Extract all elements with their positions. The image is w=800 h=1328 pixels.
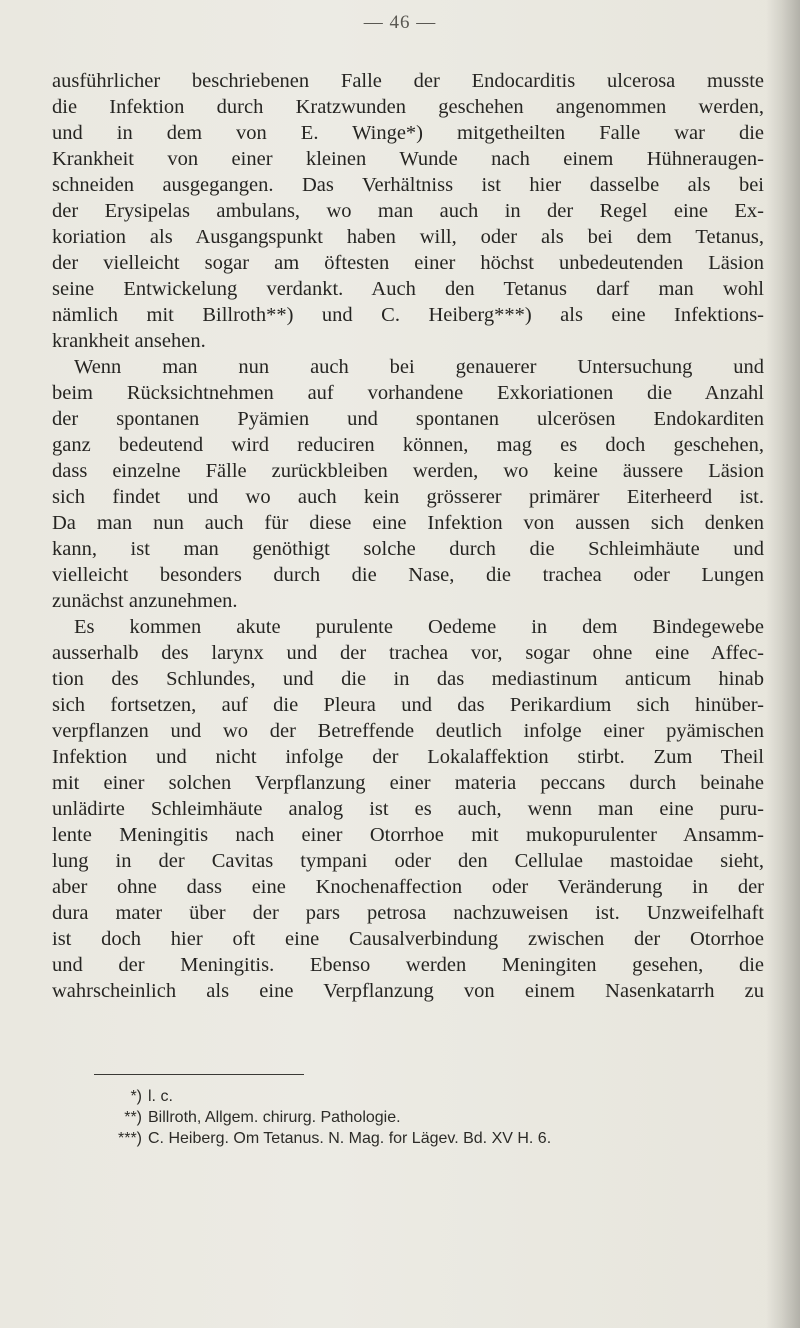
footnote-text: l. c. <box>148 1088 173 1105</box>
text-line: lente Meningitis nach einer Otorrhoe mit mukopurulenter Ansamm- <box>52 824 764 846</box>
footnote <box>108 1107 748 1128</box>
text-line: der Erysipelas ambulans, wo man auch in der Regel eine Ex- <box>52 200 764 222</box>
text-line: dura mater über der pars petrosa nachzuweisen ist. Unzweifelhaft <box>52 902 764 924</box>
text-line: ist doch hier oft eine Causalverbindung zwischen der Otorrhoe <box>52 928 764 950</box>
text-line: seine Entwickelung verdankt. Auch den Tetanus darf man wohl <box>52 278 764 300</box>
text-line: verpflanzen und wo der Betreffende deutlich infolge einer pyämischen <box>52 720 764 742</box>
text-line: und in dem von E. Winge*) mitgetheilten Falle war die <box>52 122 764 144</box>
text-line: dass einzelne Fälle zurückbleiben werden, wo keine äussere Läsion <box>52 460 764 482</box>
page-number: — 46 — <box>363 12 437 33</box>
text-line: sich findet und wo auch kein grösserer primärer Eiterheerd ist. <box>52 486 764 508</box>
text-line: Da man nun auch für diese eine Infektion von aussen sich denken <box>52 512 764 534</box>
text-line: und der Meningitis. Ebenso werden Meningiten gesehen, die <box>52 954 764 976</box>
text-line: schneiden ausgegangen. Das Verhältniss ist hier dasselbe als bei <box>52 174 764 196</box>
text-line: tion des Schlundes, und die in das mediastinum anticum hinab <box>52 668 764 690</box>
text-line: zunächst anzunehmen. <box>52 590 238 612</box>
paragraph-start: Es kommen akute purulente Oedeme in dem Bindegewebe <box>74 616 764 638</box>
text-line: die Infektion durch Kratzwunden geschehen angenommen werden, <box>52 96 764 118</box>
paragraph-start: Wenn man nun auch bei genauerer Untersuchung und <box>74 356 764 378</box>
text-line: koriation als Ausgangspunkt haben will, oder als bei dem Tetanus, <box>52 226 764 248</box>
footnote-text: C. Heiberg. Om Tetanus. N. Mag. for Lägev. Bd. XV H. 6. <box>148 1130 552 1147</box>
text-line: lung in der Cavitas tympani oder den Cellulae mastoidae sieht, <box>52 850 764 872</box>
footnote-mark: **) <box>124 1109 142 1126</box>
text-line: unlädirte Schleimhäute analog ist es auch, wenn man eine puru- <box>52 798 764 820</box>
text-line: nämlich mit Billroth**) und C. Heiberg***) als eine Infektions- <box>52 304 764 326</box>
footnote <box>108 1128 748 1149</box>
page-edge-shadow <box>766 0 800 1328</box>
text-line: vielleicht besonders durch die Nase, die trachea oder Lungen <box>52 564 764 586</box>
text-line: ausführlicher beschriebenen Falle der Endocarditis ulcerosa musste <box>52 70 764 92</box>
footnote <box>108 1086 748 1107</box>
body-text <box>52 68 764 1004</box>
text-line: sich fortsetzen, auf die Pleura und das Perikardium sich hinüber- <box>52 694 764 716</box>
text-line: mit einer solchen Verpflanzung einer materia peccans durch beinahe <box>52 772 764 794</box>
footnote-mark: *) <box>130 1088 142 1105</box>
footnote-text: Billroth, Allgem. chirurg. Pathologie. <box>148 1109 401 1126</box>
text-line: ganz bedeutend wird reduciren können, mag es doch geschehen, <box>52 434 764 456</box>
text-line: beim Rücksichtnehmen auf vorhandene Exkoriationen die Anzahl <box>52 382 764 404</box>
text-line: krankheit ansehen. <box>52 330 206 352</box>
footnote-divider <box>94 1074 304 1075</box>
text-line: der vielleicht sogar am öftesten einer höchst unbedeutenden Läsion <box>52 252 764 274</box>
text-line: kann, ist man genöthigt solche durch die Schleimhäute und <box>52 538 764 560</box>
text-line: aber ohne dass eine Knochenaffection oder Veränderung in der <box>52 876 764 898</box>
text-line: Krankheit von einer kleinen Wunde nach einem Hühneraugen- <box>52 148 764 170</box>
text-line: Infektion und nicht infolge der Lokalaffektion stirbt. Zum Theil <box>52 746 764 768</box>
footnotes <box>108 1086 748 1149</box>
text-line: ausserhalb des larynx und der trachea vor, sogar ohne eine Affec- <box>52 642 764 664</box>
text-line: der spontanen Pyämien und spontanen ulcerösen Endokarditen <box>52 408 764 430</box>
footnote-mark: ***) <box>117 1130 142 1147</box>
text-line: wahrscheinlich als eine Verpflanzung von einem Nasenkatarrh zu <box>52 980 764 1002</box>
